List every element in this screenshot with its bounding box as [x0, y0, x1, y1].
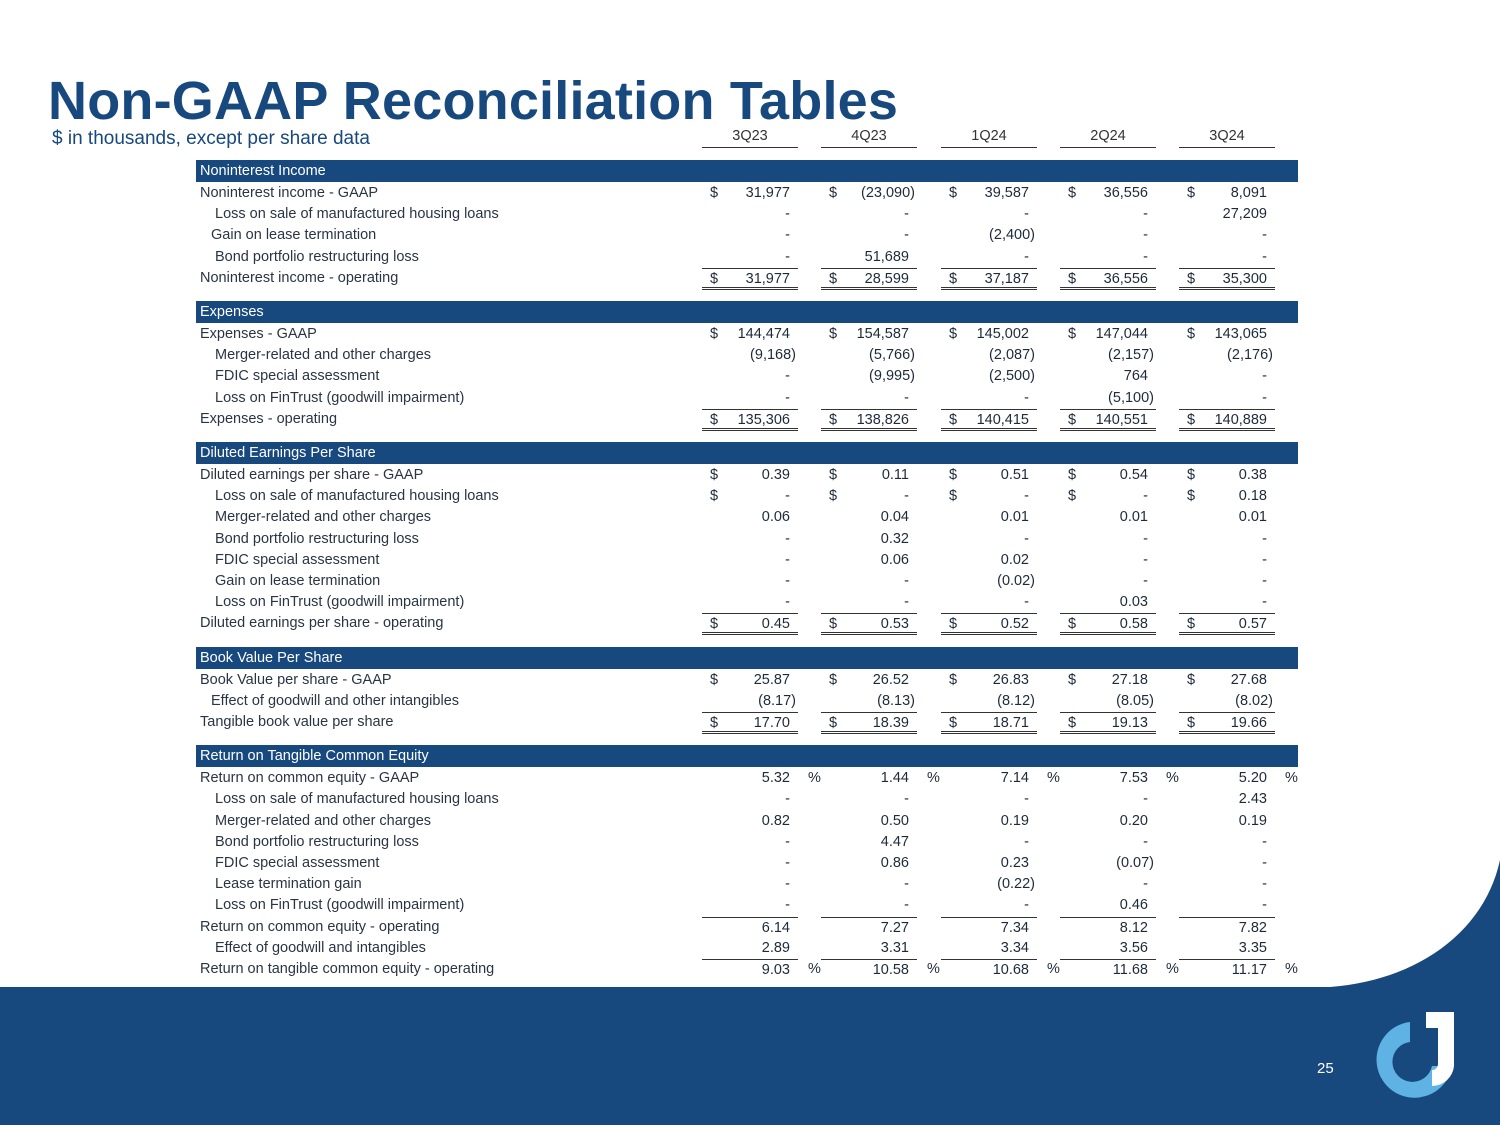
value-number: - [785, 488, 790, 505]
row-label: Diluted earnings per share - operating [200, 615, 444, 632]
value-number: - [904, 594, 909, 611]
value-number: - [785, 530, 790, 547]
dollar-sign: $ [1068, 488, 1077, 505]
value-number: 144,474 [737, 326, 790, 342]
row-label: Lease termination gain [215, 876, 362, 893]
dollar-sign: $ [949, 185, 958, 201]
value-number: 27.18 [1111, 671, 1148, 688]
value-number: 145,002 [976, 326, 1029, 342]
value-number: 26.83 [992, 671, 1029, 688]
value-number: 25.87 [753, 671, 790, 688]
row-label: Noninterest income - operating [200, 269, 399, 286]
value-number: 0.01 [1119, 509, 1148, 526]
value-number: - [1143, 833, 1148, 850]
dollar-sign: $ [949, 467, 958, 483]
percent-sign: % [1166, 770, 1179, 787]
value-number: 28,599 [864, 270, 909, 287]
value-number: 18.71 [992, 715, 1029, 731]
value-number: 10.58 [872, 962, 909, 978]
value-number: 7.82 [1238, 919, 1267, 936]
value-number: 140,551 [1095, 411, 1148, 428]
value-number: 5.32 [761, 770, 790, 787]
value-number: - [785, 573, 790, 589]
row-label: Tangible book value per share [200, 714, 394, 730]
company-logo-icon [1366, 1008, 1462, 1104]
value-number: 7.14 [1000, 770, 1029, 787]
row-label: Merger-related and other charges [215, 509, 432, 526]
value-number: 31,977 [745, 270, 790, 287]
row-label: Merger-related and other charges [215, 812, 432, 829]
value-number: - [904, 206, 909, 223]
row-label: Return on common equity - GAAP [200, 770, 420, 787]
column-header: 2Q24 [1060, 128, 1156, 148]
dollar-sign: $ [949, 326, 958, 342]
row-label: FDIC special assessment [215, 551, 380, 568]
value-number: - [1262, 389, 1267, 406]
value-number: - [1024, 791, 1029, 808]
row-label: Loss on FinTrust (goodwill impairment) [215, 594, 465, 611]
row-label: Bond portfolio restructuring loss [215, 530, 419, 547]
section-header: Diluted Earnings Per Share [196, 442, 1298, 464]
value-number: - [1143, 248, 1148, 265]
value-number: 9.03 [761, 962, 790, 978]
value-number: - [785, 368, 790, 385]
value-number: 31,977 [745, 185, 790, 201]
value-number: - [1262, 897, 1267, 914]
value-number: (0.07) [1116, 855, 1154, 871]
value-number: 2.89 [761, 939, 790, 956]
value-number: (8.12) [997, 692, 1035, 709]
value-number: (23,090) [860, 185, 915, 201]
value-number: - [1024, 530, 1029, 547]
page-number: 25 [1317, 1060, 1334, 1077]
value-number: 140,415 [976, 411, 1029, 428]
value-number: - [1024, 206, 1029, 223]
dollar-sign: $ [710, 488, 719, 505]
value-number: (9,168) [750, 347, 796, 364]
value-number: (9,995) [869, 368, 915, 385]
value-number: - [1143, 573, 1148, 589]
value-number: 0.19 [1238, 812, 1267, 829]
percent-sign: % [1285, 770, 1298, 787]
dollar-sign: $ [710, 411, 719, 428]
value-number: 11.17 [1231, 962, 1267, 978]
value-number: - [904, 897, 909, 914]
value-number: 147,044 [1095, 326, 1148, 342]
value-number: - [1024, 594, 1029, 611]
value-number: 11.68 [1112, 962, 1148, 978]
dollar-sign: $ [710, 185, 719, 201]
value-number: - [785, 248, 790, 265]
column-header: 4Q23 [821, 128, 917, 148]
value-number: 7.27 [880, 919, 909, 936]
value-number: 18.39 [872, 715, 909, 731]
row-label: Loss on FinTrust (goodwill impairment) [215, 389, 465, 406]
value-number: 35,300 [1222, 270, 1267, 287]
value-number: - [1143, 488, 1148, 505]
dollar-sign: $ [710, 270, 719, 287]
row-label: Return on tangible common equity - operating [200, 961, 495, 977]
row-label: Return on common equity - operating [200, 918, 440, 935]
dollar-sign: $ [1187, 488, 1196, 505]
value-number: - [1143, 227, 1148, 244]
value-number: (2,500) [989, 368, 1035, 385]
value-number: - [1262, 573, 1267, 589]
value-number: - [904, 791, 909, 808]
dollar-sign: $ [1068, 411, 1077, 428]
value-number: 0.04 [880, 509, 909, 526]
value-number: 8.12 [1119, 919, 1148, 936]
dollar-sign: $ [949, 715, 958, 731]
value-number: - [1024, 833, 1029, 850]
value-number: 0.86 [880, 855, 909, 871]
value-number: 39,587 [984, 185, 1029, 201]
column-header: 1Q24 [941, 128, 1037, 148]
dollar-sign: $ [829, 411, 838, 428]
value-number: - [785, 897, 790, 914]
dollar-sign: $ [829, 671, 838, 688]
value-number: - [785, 833, 790, 850]
value-number: - [785, 227, 790, 244]
row-label: Expenses - GAAP [200, 326, 317, 342]
value-number: - [1024, 389, 1029, 406]
value-number: 27.68 [1230, 671, 1267, 688]
value-number: 17.70 [753, 715, 790, 731]
value-number: - [1024, 248, 1029, 265]
percent-sign: % [808, 770, 821, 787]
value-number: 0.11 [881, 467, 909, 483]
percent-sign: % [1166, 961, 1179, 977]
value-number: - [1262, 855, 1267, 871]
percent-sign: % [1047, 770, 1060, 787]
dollar-sign: $ [710, 671, 719, 688]
page-title: Non-GAAP Reconciliation Tables [48, 71, 899, 131]
row-label: Bond portfolio restructuring loss [215, 833, 419, 850]
dollar-sign: $ [710, 616, 719, 633]
value-number: (2,176) [1227, 347, 1273, 364]
value-number: 0.57 [1238, 616, 1267, 633]
value-number: (2,157) [1108, 347, 1154, 364]
value-number: (2,400) [989, 227, 1035, 244]
value-number: 27,209 [1222, 206, 1267, 223]
value-number: - [785, 594, 790, 611]
value-number: 0.54 [1119, 467, 1148, 483]
value-number: 10.68 [992, 962, 1029, 978]
value-number: 36,556 [1103, 270, 1148, 287]
value-number: 143,065 [1214, 326, 1267, 342]
value-number: 0.03 [1119, 594, 1148, 611]
row-label: FDIC special assessment [215, 855, 380, 871]
value-number: (5,100) [1108, 389, 1154, 406]
value-number: 19.66 [1230, 715, 1267, 731]
row-label: Loss on sale of manufactured housing loans [215, 791, 499, 808]
value-number: 0.53 [880, 616, 909, 633]
percent-sign: % [927, 770, 940, 787]
value-number: (8.17) [758, 692, 796, 709]
value-number: - [1262, 368, 1267, 385]
value-number: - [1143, 206, 1148, 223]
dollar-sign: $ [829, 467, 838, 483]
value-number: 0.50 [880, 812, 909, 829]
value-number: 0.45 [761, 616, 790, 633]
dollar-sign: $ [1187, 326, 1196, 342]
value-number: 0.20 [1119, 812, 1148, 829]
value-number: 37,187 [984, 270, 1029, 287]
value-number: - [1024, 897, 1029, 914]
value-number: - [1143, 530, 1148, 547]
value-number: 3.34 [1000, 939, 1029, 956]
section-header: Noninterest Income [196, 160, 1298, 182]
value-number: - [785, 791, 790, 808]
value-number: 0.06 [880, 551, 909, 568]
value-number: - [904, 227, 909, 244]
percent-sign: % [1285, 961, 1298, 977]
value-number: (8.05) [1116, 692, 1154, 709]
row-label: Gain on lease termination [215, 573, 381, 589]
row-label: Book Value per share - GAAP [200, 671, 392, 688]
column-header: 3Q24 [1179, 128, 1275, 148]
value-number: 36,556 [1103, 185, 1148, 201]
value-number: 2.43 [1238, 791, 1267, 808]
dollar-sign: $ [1187, 270, 1196, 287]
value-number: 51,689 [864, 248, 909, 265]
dollar-sign: $ [829, 715, 838, 731]
value-number: 3.35 [1238, 939, 1267, 956]
value-number: - [1262, 227, 1267, 244]
dollar-sign: $ [1187, 467, 1196, 483]
section-header: Book Value Per Share [196, 647, 1298, 669]
value-number: - [904, 488, 909, 505]
section-header: Expenses [196, 301, 1298, 323]
value-number: 0.32 [880, 530, 909, 547]
dollar-sign: $ [1068, 270, 1077, 287]
dollar-sign: $ [829, 185, 838, 201]
value-number: - [1143, 791, 1148, 808]
dollar-sign: $ [710, 326, 719, 342]
value-number: 0.19 [1000, 812, 1029, 829]
dollar-sign: $ [949, 616, 958, 633]
value-number: 1.44 [880, 770, 909, 787]
dollar-sign: $ [1187, 411, 1196, 428]
row-label: Effect of goodwill and intangibles [215, 939, 426, 956]
row-label: Loss on FinTrust (goodwill impairment) [215, 897, 465, 914]
dollar-sign: $ [829, 270, 838, 287]
value-number: 138,826 [856, 411, 909, 428]
row-label: FDIC special assessment [215, 368, 380, 385]
value-number: - [904, 876, 909, 893]
dollar-sign: $ [949, 270, 958, 287]
value-number: 0.01 [1238, 509, 1267, 526]
value-number: - [1262, 248, 1267, 265]
value-number: 0.18 [1238, 488, 1267, 505]
dollar-sign: $ [1068, 467, 1077, 483]
value-number: 0.58 [1119, 616, 1148, 633]
value-number: - [1024, 488, 1029, 505]
value-number: - [1262, 594, 1267, 611]
value-number: - [1262, 551, 1267, 568]
value-number: - [904, 573, 909, 589]
row-label: Gain on lease termination [211, 227, 377, 244]
row-label: Noninterest income - GAAP [200, 185, 379, 201]
value-number: 3.31 [880, 939, 909, 956]
percent-sign: % [1047, 961, 1060, 977]
value-number: 0.02 [1000, 551, 1029, 568]
column-header: 3Q23 [702, 128, 798, 148]
value-number: - [785, 551, 790, 568]
dollar-sign: $ [829, 326, 838, 342]
value-number: (5,766) [869, 347, 915, 364]
value-number: - [904, 389, 909, 406]
dollar-sign: $ [829, 616, 838, 633]
value-number: - [785, 206, 790, 223]
dollar-sign: $ [949, 411, 958, 428]
section-header: Return on Tangible Common Equity [196, 745, 1298, 767]
dollar-sign: $ [1068, 185, 1077, 201]
value-number: 19.13 [1111, 715, 1148, 731]
value-number: 26.52 [872, 671, 909, 688]
row-label: Diluted earnings per share - GAAP [200, 467, 424, 483]
value-number: 0.51 [1000, 467, 1029, 483]
value-number: 7.34 [1000, 919, 1029, 936]
value-number: - [1262, 833, 1267, 850]
value-number: (8.13) [877, 692, 915, 709]
value-number: 5.20 [1238, 770, 1267, 787]
value-number: - [1143, 551, 1148, 568]
value-number: (2,087) [989, 347, 1035, 364]
value-number: 6.14 [761, 919, 790, 936]
row-label: Merger-related and other charges [215, 347, 432, 364]
dollar-sign: $ [710, 467, 719, 483]
value-number: - [1262, 876, 1267, 893]
dollar-sign: $ [1068, 671, 1077, 688]
value-number: 7.53 [1119, 770, 1148, 787]
value-number: (8.02) [1235, 692, 1273, 709]
percent-sign: % [808, 961, 821, 977]
row-label: Bond portfolio restructuring loss [215, 248, 419, 265]
value-number: 0.39 [761, 467, 790, 483]
value-number: 0.82 [761, 812, 790, 829]
value-number: 154,587 [856, 326, 909, 342]
value-number: 3.56 [1119, 939, 1148, 956]
value-number: (0.22) [997, 876, 1035, 893]
value-number: 764 [1123, 368, 1148, 385]
dollar-sign: $ [949, 671, 958, 688]
value-number: 0.01 [1000, 509, 1029, 526]
dollar-sign: $ [710, 715, 719, 731]
dollar-sign: $ [1187, 185, 1196, 201]
row-label: Effect of goodwill and other intangibles [211, 692, 460, 709]
value-number: 8,091 [1230, 185, 1267, 201]
value-number: - [1143, 876, 1148, 893]
value-number: - [1262, 530, 1267, 547]
row-label: Loss on sale of manufactured housing loans [215, 206, 499, 223]
dollar-sign: $ [1187, 671, 1196, 688]
dollar-sign: $ [1068, 326, 1077, 342]
dollar-sign: $ [1068, 715, 1077, 731]
dollar-sign: $ [949, 488, 958, 505]
dollar-sign: $ [1187, 616, 1196, 633]
value-number: 0.46 [1119, 897, 1148, 914]
value-number: 0.38 [1238, 467, 1267, 483]
value-number: 135,306 [737, 411, 790, 428]
value-number: 0.52 [1000, 616, 1029, 633]
value-number: 4.47 [880, 833, 909, 850]
dollar-sign: $ [1068, 616, 1077, 633]
dollar-sign: $ [829, 488, 838, 505]
page-subtitle: $ in thousands, except per share data [52, 128, 370, 149]
row-label: Expenses - operating [200, 410, 338, 427]
row-label: Loss on sale of manufactured housing loans [215, 488, 499, 505]
value-number: 140,889 [1214, 411, 1267, 428]
value-number: - [785, 389, 790, 406]
value-number: - [785, 876, 790, 893]
dollar-sign: $ [1187, 715, 1196, 731]
percent-sign: % [927, 961, 940, 977]
value-number: - [785, 855, 790, 871]
value-number: 0.23 [1000, 855, 1029, 871]
value-number: (0.02) [997, 573, 1035, 589]
value-number: 0.06 [761, 509, 790, 526]
